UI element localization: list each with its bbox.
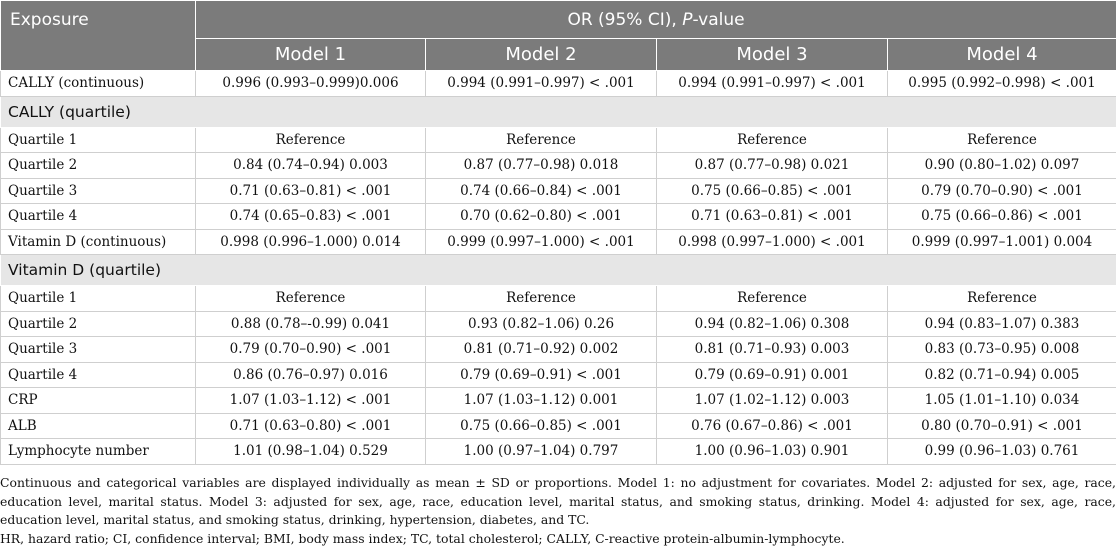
table-row	[1, 337, 1116, 363]
table-row	[1, 204, 1116, 230]
model-1-cell: 0.88 (0.78–-0.99) 0.041	[196, 311, 426, 337]
model-4-cell: 1.05 (1.01–1.10) 0.034	[888, 388, 1116, 414]
model-1-cell: 0.74 (0.65–0.83) < .001	[196, 204, 426, 230]
model-3-cell: 0.79 (0.69–0.91) 0.001	[657, 362, 888, 388]
model-1-cell: 0.84 (0.74–0.94) 0.003	[196, 153, 426, 179]
row-label: CRP	[1, 388, 196, 414]
section-label: CALLY (quartile)	[1, 96, 1116, 127]
model-1-cell: 0.998 (0.996–1.000) 0.014	[196, 229, 426, 255]
model-2-cell: 0.994 (0.991–0.997) < .001	[426, 71, 657, 97]
model-2-cell: Reference	[426, 127, 657, 153]
model-4-cell: 0.94 (0.83–1.07) 0.383	[888, 311, 1116, 337]
model-2-cell: 0.79 (0.69–0.91) < .001	[426, 362, 657, 388]
table-row	[1, 229, 1116, 255]
model-3-header: Model 3	[657, 39, 888, 71]
model-2-cell: 0.93 (0.82–1.06) 0.26	[426, 311, 657, 337]
model-4-cell: Reference	[888, 286, 1116, 312]
row-label: Vitamin D (continuous)	[1, 229, 196, 255]
model-4-cell: 0.75 (0.66–0.86) < .001	[888, 204, 1116, 230]
model-2-cell: 0.74 (0.66–0.84) < .001	[426, 178, 657, 204]
table-row	[1, 413, 1116, 439]
model-3-cell: 0.71 (0.63–0.81) < .001	[657, 204, 888, 230]
or-group-header	[196, 1, 1116, 39]
model-1-cell: 1.01 (0.98–1.04) 0.529	[196, 439, 426, 465]
section-header-row	[1, 255, 1116, 286]
model-2-cell: 0.70 (0.62–0.80) < .001	[426, 204, 657, 230]
table-row	[1, 127, 1116, 153]
or-group-suffix: -value	[692, 9, 745, 30]
model-1-cell: Reference	[196, 286, 426, 312]
model-1-cell: 0.71 (0.63–0.81) < .001	[196, 178, 426, 204]
model-4-cell: 0.80 (0.70–0.91) < .001	[888, 413, 1116, 439]
row-label: Quartile 2	[1, 153, 196, 179]
table-row	[1, 362, 1116, 388]
model-1-cell: 1.07 (1.03–1.12) < .001	[196, 388, 426, 414]
row-label: Quartile 1	[1, 286, 196, 312]
model-2-cell: 1.00 (0.97–1.04) 0.797	[426, 439, 657, 465]
model-3-cell: Reference	[657, 127, 888, 153]
table-row	[1, 439, 1116, 465]
table-row	[1, 178, 1116, 204]
model-1-cell: 0.71 (0.63–0.80) < .001	[196, 413, 426, 439]
row-label: CALLY (continuous)	[1, 71, 196, 97]
section-header-row	[1, 96, 1116, 127]
model-3-cell: 0.998 (0.997–1.000) < .001	[657, 229, 888, 255]
table-row	[1, 311, 1116, 337]
model-2-header: Model 2	[426, 39, 657, 71]
model-2-cell: 0.87 (0.77–0.98) 0.018	[426, 153, 657, 179]
row-label: Quartile 1	[1, 127, 196, 153]
table-row	[1, 286, 1116, 312]
model-2-cell: Reference	[426, 286, 657, 312]
table-footnotes	[0, 474, 1116, 548]
table-body	[1, 71, 1116, 465]
footnote-models: Continuous and categorical variables are displayed individually as mean ± SD or proportions. Model 1: no adjustment for covariates. Model 2: adjusted for sex, age, race, education level, marital status. Model 3: adjusted for sex, age, race, education level, marital status, and smoking status, drinking. Model 4: adjusted for sex, age, race, education level, marital status, and smoking status, drinking, hypertension, diabetes, and TC.	[0, 475, 1116, 527]
row-label: Lymphocyte number	[1, 439, 196, 465]
model-3-cell: 1.07 (1.02–1.12) 0.003	[657, 388, 888, 414]
table-row	[1, 388, 1116, 414]
row-label: Quartile 2	[1, 311, 196, 337]
model-4-cell: Reference	[888, 127, 1116, 153]
or-group-prefix: OR (95% CI),	[567, 9, 683, 30]
exposure-header: Exposure	[1, 1, 196, 71]
model-4-cell: 0.79 (0.70–0.90) < .001	[888, 178, 1116, 204]
model-4-cell: 0.999 (0.997–1.001) 0.004	[888, 229, 1116, 255]
model-3-cell: 0.75 (0.66–0.85) < .001	[657, 178, 888, 204]
row-label: Quartile 4	[1, 362, 196, 388]
model-4-cell: 0.99 (0.96–1.03) 0.761	[888, 439, 1116, 465]
model-1-cell: 0.996 (0.993–0.999)0.006	[196, 71, 426, 97]
model-2-cell: 0.81 (0.71–0.92) 0.002	[426, 337, 657, 363]
model-1-cell: Reference	[196, 127, 426, 153]
model-1-cell: 0.86 (0.76–0.97) 0.016	[196, 362, 426, 388]
row-label: Quartile 3	[1, 337, 196, 363]
model-4-header: Model 4	[888, 39, 1116, 71]
model-3-cell: 0.94 (0.82–1.06) 0.308	[657, 311, 888, 337]
model-1-header: Model 1	[196, 39, 426, 71]
model-1-cell: 0.79 (0.70–0.90) < .001	[196, 337, 426, 363]
model-4-cell: 0.90 (0.80–1.02) 0.097	[888, 153, 1116, 179]
model-3-cell: 0.81 (0.71–0.93) 0.003	[657, 337, 888, 363]
section-label: Vitamin D (quartile)	[1, 255, 1116, 286]
model-3-cell: 0.76 (0.67–0.86) < .001	[657, 413, 888, 439]
model-2-cell: 0.999 (0.997–1.000) < .001	[426, 229, 657, 255]
model-4-cell: 0.995 (0.992–0.998) < .001	[888, 71, 1116, 97]
model-2-cell: 0.75 (0.66–0.85) < .001	[426, 413, 657, 439]
model-3-cell: 0.994 (0.991–0.997) < .001	[657, 71, 888, 97]
model-3-cell: 1.00 (0.96–1.03) 0.901	[657, 439, 888, 465]
table-row	[1, 153, 1116, 179]
model-4-cell: 0.82 (0.71–0.94) 0.005	[888, 362, 1116, 388]
row-label: ALB	[1, 413, 196, 439]
row-label: Quartile 4	[1, 204, 196, 230]
footnote-abbreviations: HR, hazard ratio; CI, confidence interval; BMI, body mass index; TC, total cholesterol; CALLY, C-reactive protein-albumin-lymphocyte.	[0, 530, 845, 546]
table-row	[1, 71, 1116, 97]
row-label: Quartile 3	[1, 178, 196, 204]
table-header	[1, 1, 1116, 71]
model-3-cell: Reference	[657, 286, 888, 312]
model-4-cell: 0.83 (0.73–0.95) 0.008	[888, 337, 1116, 363]
model-3-cell: 0.87 (0.77–0.98) 0.021	[657, 153, 888, 179]
or-group-italic-p: P	[682, 9, 693, 30]
model-2-cell: 1.07 (1.03–1.12) 0.001	[426, 388, 657, 414]
